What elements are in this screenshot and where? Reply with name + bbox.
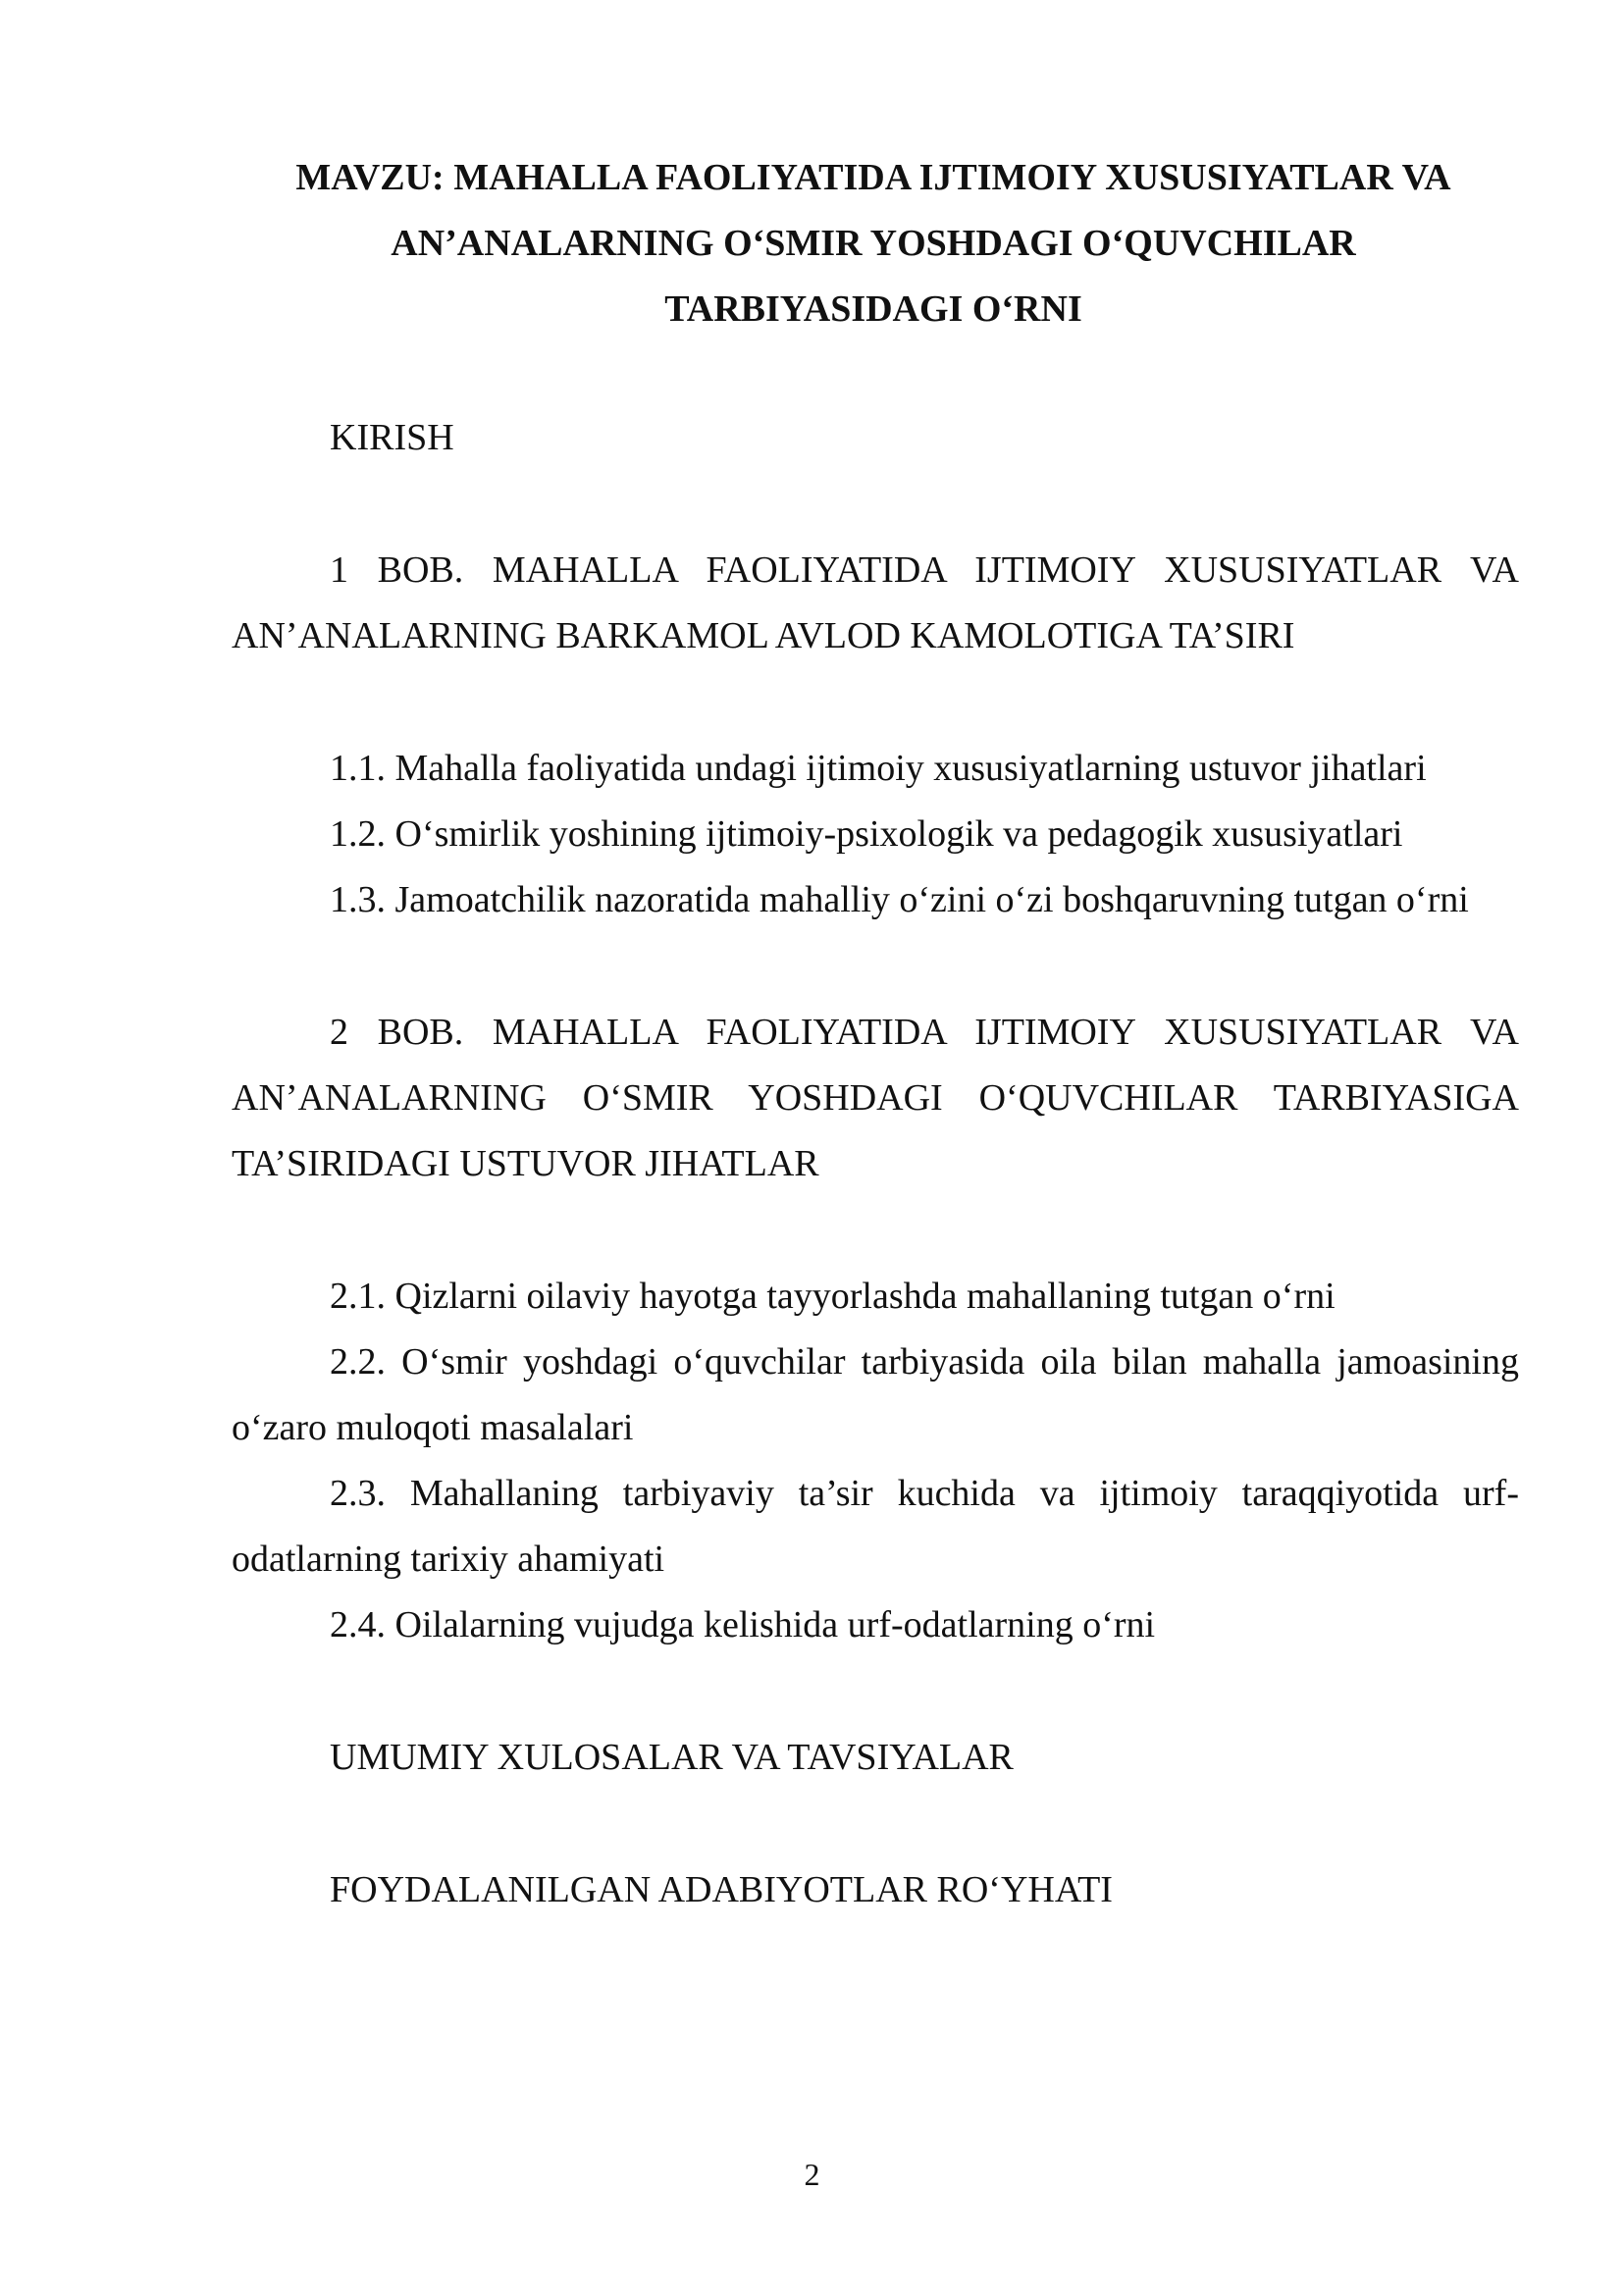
toc-section-1-2: 1.2. O‘smirlik yoshining ijtimoiy-psixologik va pedagogik xususiyatlari: [330, 813, 1403, 855]
document-title: [236, 145, 1511, 342]
toc-section-2-4: 2.4. Oilalarning vujudga kelishida urf-odatlarning o‘rni: [330, 1604, 1156, 1645]
chapter-2-heading-line-2: AN’ANALARNING O‘SMIR YOSHDAGI O‘QUVCHILAR TARBIYASIGA: [232, 1077, 1519, 1119]
toc-section-2-3-line-1: 2.3. Mahallaning tarbiyaviy ta’sir kuchida va ijtimoiy taraqqiyotida urf-: [330, 1473, 1519, 1514]
toc-section-2-2-line-2: o‘zaro muloqoti masalalari: [232, 1407, 634, 1448]
chapter-2-heading-line-3: TA’SIRIDAGI USTUVOR JIHATLAR: [232, 1143, 819, 1184]
toc-section-2-3-line-2: odatlarning tarixiy ahamiyati: [232, 1539, 665, 1580]
chapter-2-heading-line-1: 2 BOB. MAHALLA FAOLIYATIDA IJTIMOIY XUSUSIYATLAR VA: [330, 1012, 1519, 1053]
chapter-1-heading-line-1: 1 BOB. MAHALLA FAOLIYATIDA IJTIMOIY XUSUSIYATLAR VA: [330, 549, 1519, 591]
title-line-1: MAVZU: MAHALLA FAOLIYATIDA IJTIMOIY XUSUSIYATLAR VA: [295, 157, 1451, 198]
toc-section-2-1: 2.1. Qizlarni oilaviy hayotga tayyorlashda mahallaning tutgan o‘rni: [330, 1276, 1336, 1317]
toc-conclusion: UMUMIY XULOSALAR VA TAVSIYALAR: [330, 1737, 1014, 1778]
toc-section-2-2-line-1: 2.2. O‘smir yoshdagi o‘quvchilar tarbiyasida oila bilan mahalla jamoasining: [330, 1341, 1519, 1383]
toc-section-1-3: 1.3. Jamoatchilik nazoratida mahalliy o‘zini o‘zi boshqaruvning tutgan o‘rni: [330, 879, 1469, 920]
title-line-3: TARBIYASIDAGI O‘RNI: [664, 288, 1082, 330]
title-line-2: AN’ANALARNING O‘SMIR YOSHDAGI O‘QUVCHILAR: [391, 223, 1356, 264]
toc-references: FOYDALANILGAN ADABIYOTLAR RO‘YHATI: [330, 1869, 1113, 1910]
toc-section-1-1: 1.1. Mahalla faoliyatida undagi ijtimoiy xususiyatlarning ustuvor jihatlari: [330, 748, 1427, 789]
chapter-1-heading-line-2: AN’ANALARNING BARKAMOL AVLOD KAMOLOTIGA TA’SIRI: [232, 615, 1295, 656]
toc-intro: KIRISH: [330, 417, 454, 458]
page-number: 2: [804, 2157, 820, 2192]
